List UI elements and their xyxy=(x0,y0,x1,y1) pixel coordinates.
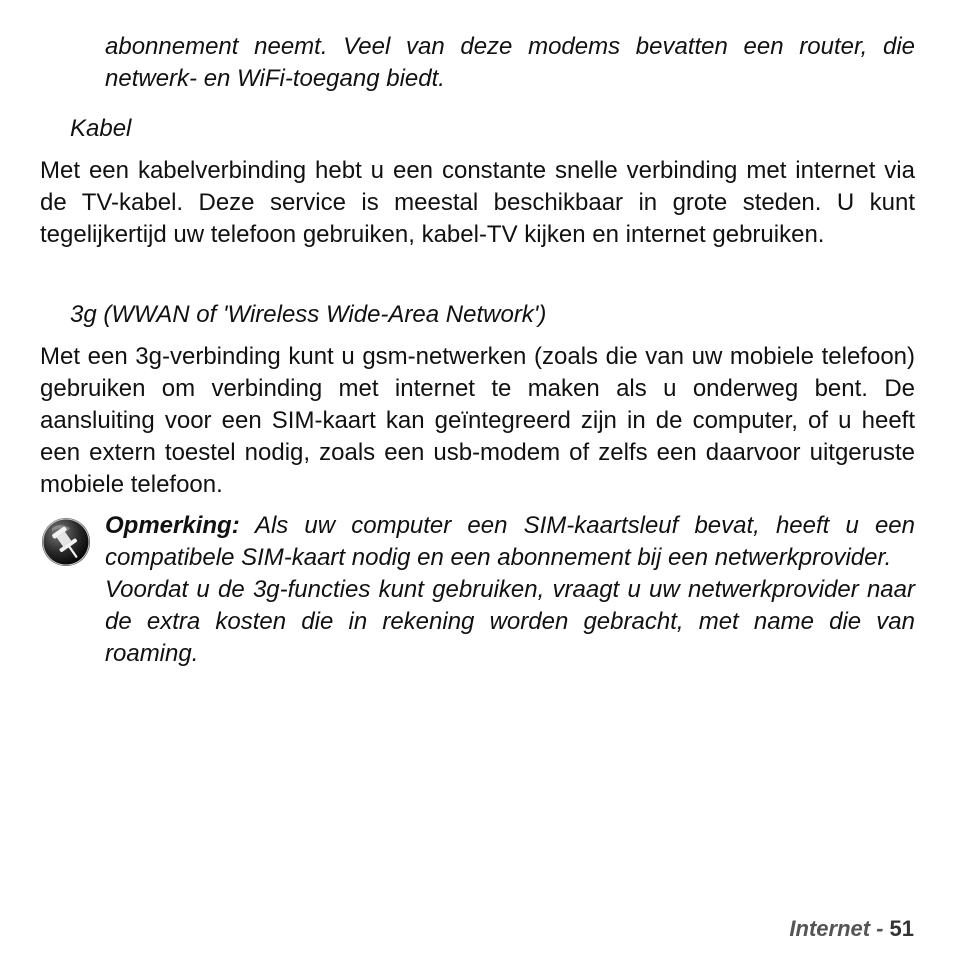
note-paragraph-1 xyxy=(105,510,915,574)
section-body-3g: Met een 3g-verbinding kunt u gsm-netwerken (zoals die van uw mobiele telefoon) gebruiken om verbinding met internet te maken als u onderweg bent. De aansluiting voor een SIM-kaart kan geïntegreerd zijn in de computer, of u heeft een extern toestel nodig, zoals een usb-modem of zelfs een daarvoor uitgeruste mobiele telefoon. xyxy=(40,343,915,498)
page-number: 51 xyxy=(889,916,914,941)
footer-section-title: Internet - xyxy=(789,916,884,941)
note-paragraph-2: Voordat u de 3g-functies kunt gebruiken, vraagt u uw netwerkprovider naar de extra kosten die in rekening worden gebracht, met name die van roaming. xyxy=(105,576,915,667)
note-text-1: Als uw computer een SIM-kaartsleuf bevat, heeft u een compatibele SIM-kaart nodig en een abonnement bij een netwerkprovider. xyxy=(105,512,915,571)
section-heading-3g: 3g (WWAN of 'Wireless Wide-Area Network') xyxy=(70,301,547,328)
intro-continuation: abonnement neemt. Veel van deze modems bevatten een router, die netwerk- en WiFi-toegang biedt. xyxy=(105,33,915,92)
pushpin-icon xyxy=(40,516,92,568)
section-body-kabel: Met een kabelverbinding hebt u een constante snelle verbinding met internet via de TV-kabel. Deze service is meestal beschikbaar in grote steden. U kunt tegelijkertijd uw telefoon gebruiken, kabel-TV kijken en internet gebruiken. xyxy=(40,157,915,248)
note-label: Opmerking: xyxy=(105,512,240,539)
note-block xyxy=(105,510,915,670)
section-heading-kabel: Kabel xyxy=(70,115,132,142)
page-footer xyxy=(789,914,914,944)
